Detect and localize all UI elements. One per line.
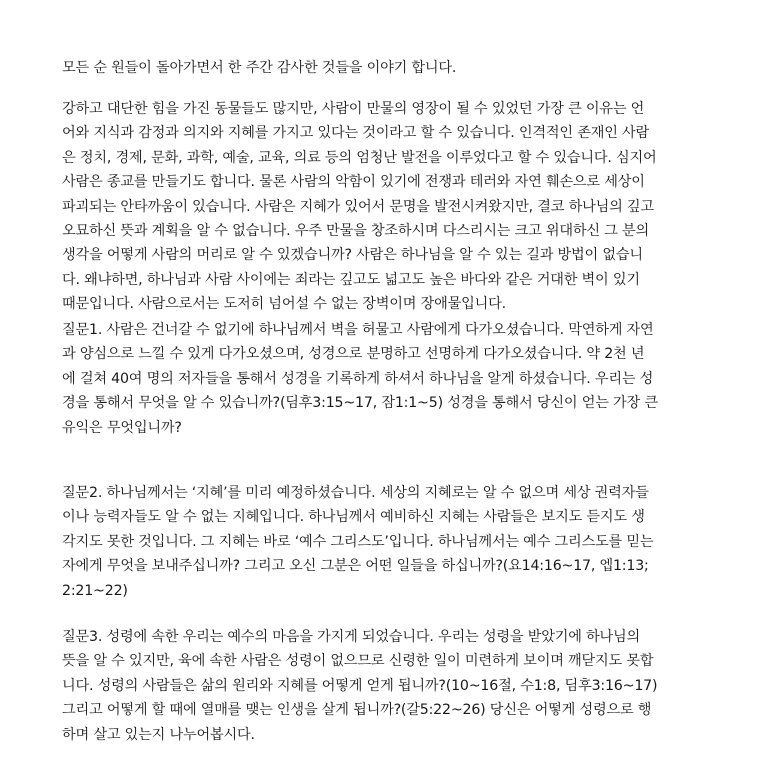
- text-line: 하며 살고 있는지 나누어봅시다.: [62, 726, 255, 743]
- text-line: 강하고 대단한 힘을 가진 동물들도 많지만, 사람이 만물의 영장이 될 수 있었던 가장 큰 이유는 언: [62, 101, 645, 117]
- text-line: 2:21~22): [62, 582, 128, 599]
- text-line: 은 정치, 경제, 문화, 과학, 예술, 교육, 의료 등의 엄청난 발전을 이루었다고 할 수 있습니다. 심지어: [62, 149, 657, 166]
- text-line: 각지도 못한 것입니다. 그 지혜는 바로 ‘예수 그리스도’입니다. 하나님께서는 예수 그리스도를 믿는: [62, 533, 654, 550]
- text-line: 어와 지식과 감정과 의지와 지혜를 가지고 있다는 것이라고 할 수 있습니다. 인격적인 존재인 사람: [62, 125, 650, 142]
- text-line: 질문3. 성령에 속한 우리는 예수의 마음을 가지게 되었습니다. 우리는 성령을 받았기에 하나님의: [62, 629, 641, 645]
- question-2-paragraph: [62, 481, 712, 603]
- text-line: 유익은 무엇입니까?: [62, 419, 182, 436]
- text-line: 질문2. 하나님께서는 ‘지혜’를 미리 예정하셨습니다. 세상의 지혜로는 알 수 없으며 세상 권력자들: [62, 485, 649, 501]
- text-line: 에 걸쳐 40여 명의 저자들을 통해서 성경을 기록하게 하셔서 하나님을 알게 하셨습니다. 우리는 성: [62, 370, 654, 387]
- intro-paragraph: [62, 56, 712, 80]
- text-line: 질문1. 사람은 건너갈 수 없기에 하나님께서 벽을 허물고 사람에게 다가오셨습니다. 막연하게 자연: [62, 322, 654, 338]
- text-line: 경을 통해서 무엇을 알 수 있습니까?(딤후3:15~17, 잠1:1~5) 성경을 통해서 당신이 얻는 가장 큰: [62, 395, 658, 412]
- text-line: 오묘하신 뜻과 계획을 알 수 없습니다. 우주 만물을 창조하시며 다스리시는 크고 위대하신 그 분의: [62, 222, 650, 239]
- text-line: 자에게 무엇을 보내주십니까? 그리고 오신 그분은 어떤 일들을 하십니까?(요14:16~17, 엡1:13;: [62, 558, 649, 575]
- text-line: 때문입니다. 사람으로서는 도저히 넘어설 수 없는 장벽이며 장애물입니다.: [62, 296, 506, 313]
- text-line: 이나 능력자들도 알 수 없는 지혜입니다. 하나님께서 예비하신 지혜는 사람들은 보지도 듣지도 생: [62, 509, 645, 526]
- text-line: 파괴되는 안타까움이 있습니다. 사람은 지혜가 있어서 문명을 발전시켜왔지만, 결코 하나님의 깊고: [62, 198, 654, 215]
- text-line: 모든 순 원들이 돌아가면서 한 주간 감사한 것들을 이야기 합니다.: [62, 60, 457, 76]
- text-line: 사람은 종교를 만들기도 합니다. 물론 사람의 악함이 있기에 전쟁과 테러와 자연 훼손으로 세상이: [62, 174, 645, 191]
- text-line: 뜻을 알 수 있지만, 육에 속한 사람은 성령이 없으므로 신령한 일이 미련하게 보이며 깨닫지도 못합: [62, 653, 654, 670]
- text-line: 과 양심으로 느낄 수 있게 다가오셨으며, 성경으로 분명하고 선명하게 다가오셨습니다. 약 2천 년: [62, 346, 645, 363]
- text-line: 다. 왜냐하면, 하나님과 사람 사이에는 죄라는 깊고도 넓고도 높은 바다와 같은 거대한 벽이 있기: [62, 271, 640, 288]
- body-paragraph: [62, 97, 712, 317]
- text-line: 생각을 어떻게 사람의 머리로 알 수 있겠습니까? 사람은 하나님을 알 수 있는 길과 방법이 없습니: [62, 247, 643, 264]
- question-3-paragraph: [62, 625, 712, 747]
- text-line: 그리고 어떻게 할 때에 열매를 맺는 인생을 살게 됩니까?(갈5:22~26) 당신은 어떻게 성령으로 행: [62, 702, 652, 719]
- text-line: 니다. 성령의 사람들은 삶의 원리와 지혜를 어떻게 얻게 됩니까?(10~16절, 수1:8, 딤후3:16~17): [62, 677, 658, 694]
- question-1-paragraph: [62, 318, 712, 440]
